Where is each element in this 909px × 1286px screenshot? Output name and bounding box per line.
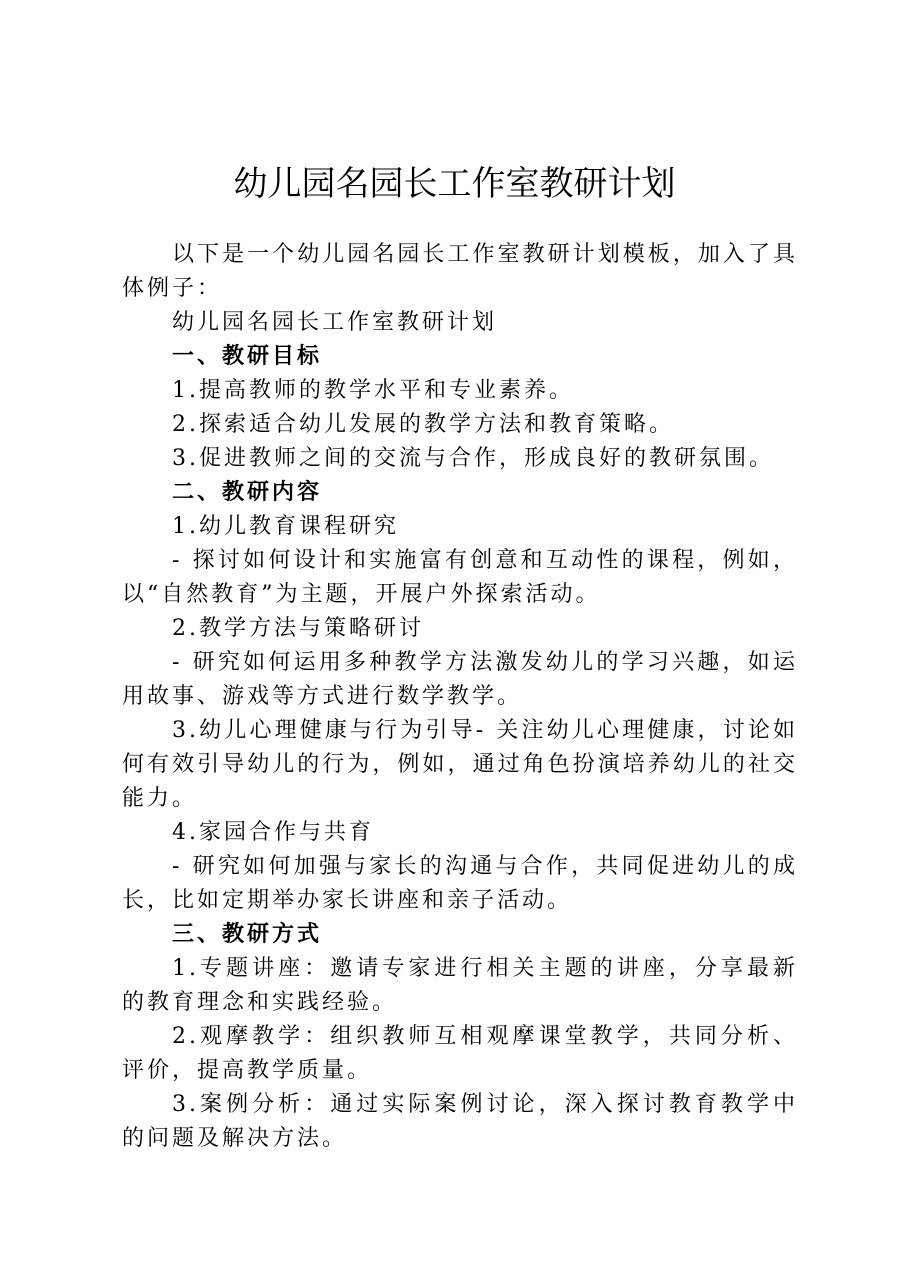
paragraph: - 研究如何加强与家长的沟通与合作，共同促进幼儿的成长，比如定期举办家长讲座和亲子活动。 [122, 854, 798, 913]
document-title: 幼儿园名园长工作室教研计划 [233, 164, 676, 204]
paragraph: 1.专题讲座：邀请专家进行相关主题的讲座，分享最新的教育理念和实践经验。 [122, 956, 798, 1015]
section-heading-goals: 一、教研目标 [172, 344, 323, 369]
paragraph: 1.幼儿教育课程研究 [172, 514, 399, 539]
paragraph: - 探讨如何设计和实施富有创意和互动性的课程，例如，以“自然教育”为主题，开展户外探索活动。 [122, 548, 798, 607]
section-heading-methods: 三、教研方式 [172, 922, 323, 947]
intro-paragraph: 以下是一个幼儿园名园长工作室教研计划模板，加入了具体例子： [122, 242, 798, 301]
paragraph: 2.探索适合幼儿发展的教学方法和教育策略。 [172, 412, 674, 437]
paragraph: - 研究如何运用多种教学方法激发幼儿的学习兴趣，如运用故事、游戏等方式进行数学教学。 [122, 650, 798, 709]
plan-name: 幼儿园名园长工作室教研计划 [172, 310, 498, 335]
paragraph: 3.案例分析：通过实际案例讨论，深入探讨教育教学中的问题及解决方法。 [122, 1092, 798, 1151]
section-heading-content: 二、教研内容 [172, 480, 323, 505]
paragraph: 4.家园合作与共育 [172, 820, 374, 845]
document-body [122, 238, 798, 1156]
paragraph: 2.观摩教学：组织教师互相观摩课堂教学，共同分析、评价，提高教学质量。 [122, 1024, 798, 1083]
paragraph: 2.教学方法与策略研讨 [172, 616, 424, 641]
paragraph: 3.幼儿心理健康与行为引导- 关注幼儿心理健康，讨论如何有效引导幼儿的行为，例如，通过角色扮演培养幼儿的社交能力。 [122, 718, 798, 811]
paragraph: 1.提高教师的教学水平和专业素养。 [172, 378, 574, 403]
paragraph: 3.促进教师之间的交流与合作，形成良好的教研氛围。 [172, 446, 774, 471]
